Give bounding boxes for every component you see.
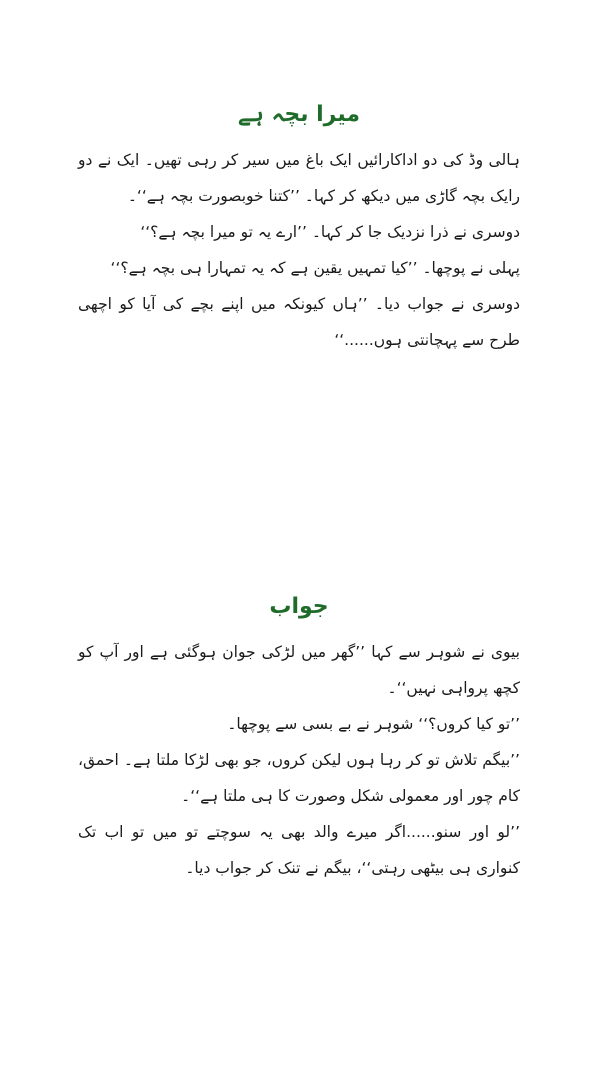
story-paragraph: ’’تو کیا کروں؟‘‘ شوہر نے بے بسی سے پوچھا۔	[227, 715, 520, 733]
story-paragraph: بیوی نے شوہر سے کہا ’’گھر میں لڑکی جوان ہوگئی ہے اور آپ کو کچھ پرواہی نہیں‘‘۔	[78, 643, 520, 697]
story-mera-bacha	[78, 100, 520, 358]
story-title: میرا بچہ ہے	[238, 102, 360, 127]
story-jawab	[78, 592, 520, 886]
story-paragraph: ’’لو اور سنو......اگر میرے والد بھی یہ سوچتے تو میں تو اب تک کنواری ہی بیٹھی رہتی‘‘، بیگم نے تنک کر جواب دیا۔	[78, 823, 520, 877]
story-paragraph: ہالی وڈ کی دو اداکارائیں ایک باغ میں سیر کر رہی تھیں۔ ایک نے دو رایک بچہ گاڑی میں دیکھ کر کہا۔ ’’کتنا خوبصورت بچہ ہے‘‘۔	[78, 151, 520, 205]
story-paragraph: دوسری نے جواب دیا۔ ’’ہاں کیونکہ میں اپنے بچے کی آیا کو اچھی طرح سے پہچانتی ہوں......‘‘	[78, 295, 520, 349]
story-title: جواب	[269, 594, 329, 619]
story-paragraph: پہلی نے پوچھا۔ ’’کیا تمہیں یقین ہے کہ یہ تمہارا ہی بچہ ہے؟‘‘	[110, 259, 520, 277]
story-paragraph: دوسری نے ذرا نزدیک جا کر کہا۔ ’’ارے یہ تو میرا بچہ ہے؟‘‘	[140, 223, 520, 241]
story-paragraph: ’’بیگم تلاش تو کر رہا ہوں لیکن کروں، جو بھی لڑکا ملتا ہے۔ احمق، کام چور اور معمولی شکل وصورت کا ہی ملتا ہے‘‘۔	[78, 751, 520, 805]
